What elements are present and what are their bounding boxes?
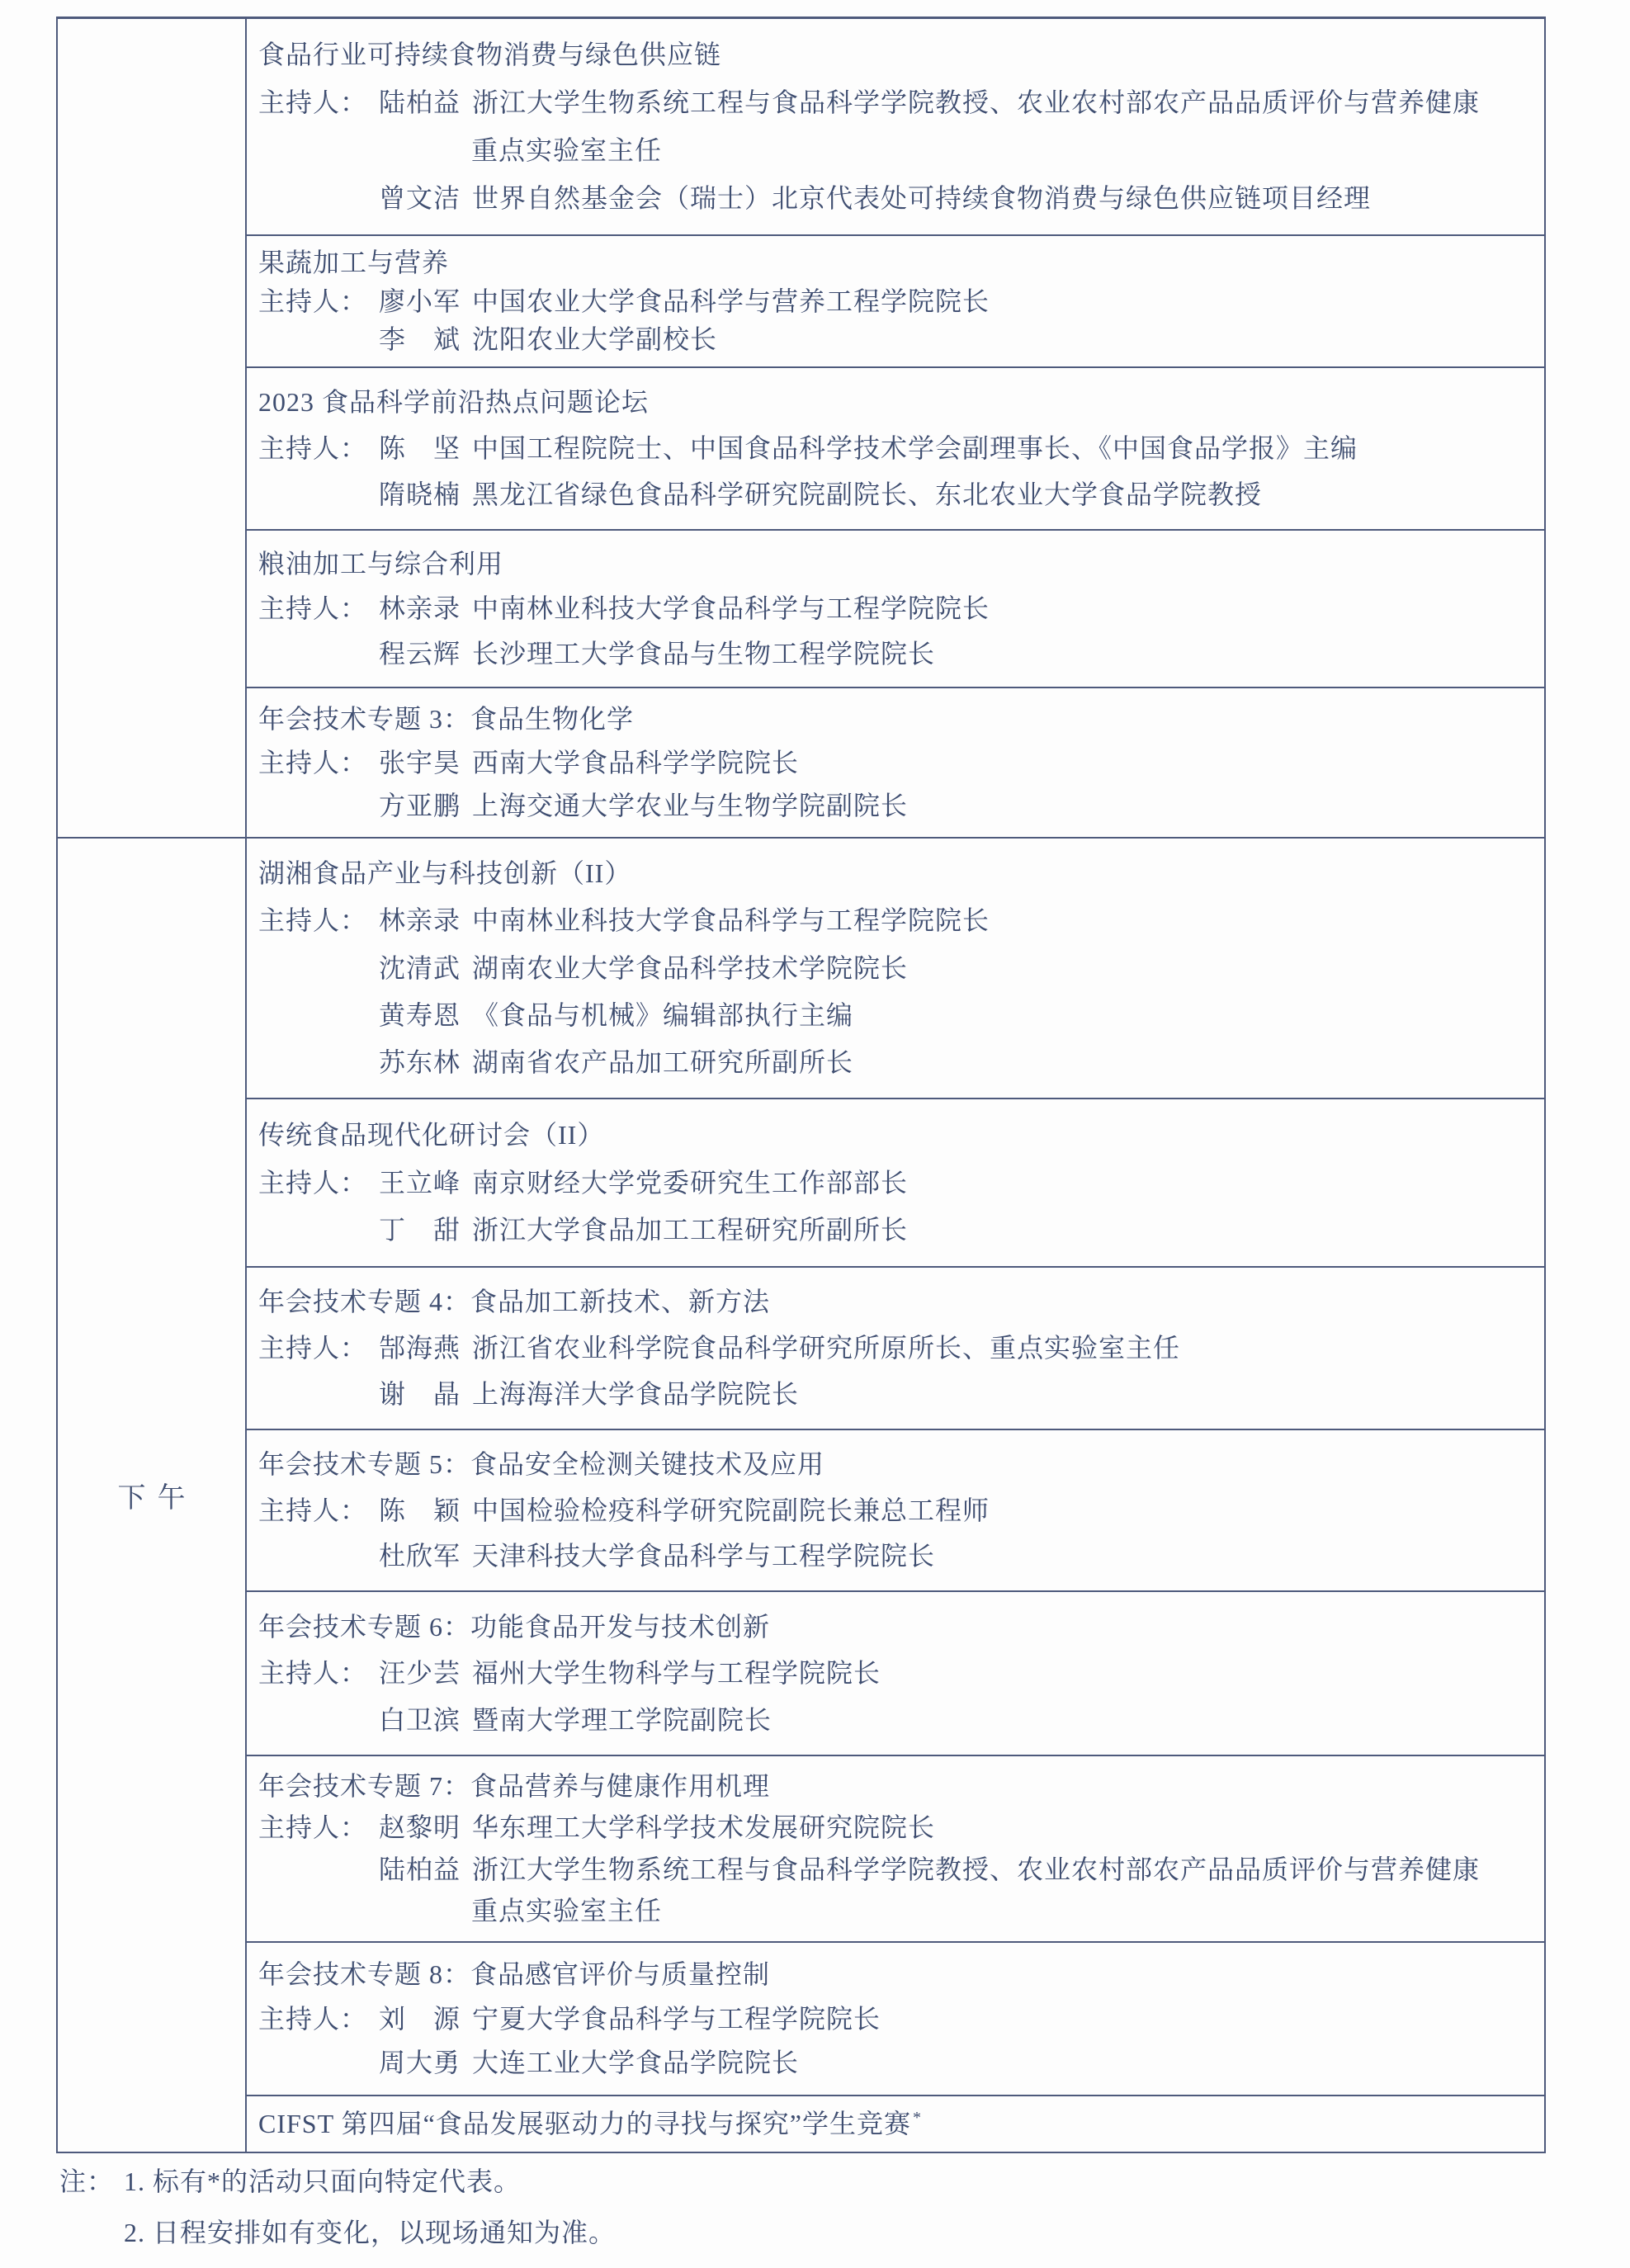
schedule-row-morning (58, 19, 1544, 839)
session-title: 食品行业可持续食物消费与绿色供应链 (258, 40, 722, 70)
session-title: 果蔬加工与营养 (258, 247, 450, 277)
schedule-table (56, 17, 1546, 2153)
host-label: 主持人： (258, 593, 368, 624)
time-label: 下午 (117, 1483, 197, 1514)
host-affiliation: 《食品与机械》编辑部执行主编 (472, 999, 854, 1030)
host-affiliation: 中南林业科技大学食品科学与工程学院院长 (472, 905, 990, 936)
host-line (258, 1855, 1531, 1885)
host-name: 杜欣军 (379, 1541, 461, 1571)
host-affiliation: 中国工程院院士、中国食品科学技术学会副理事长、《中国食品学报》主编 (472, 433, 1358, 464)
host-affiliation: 浙江大学食品加工工程研究所副所长 (472, 1215, 909, 1245)
session-block (247, 236, 1544, 368)
host-name: 陈 坚 (379, 433, 461, 464)
host-affiliation: 长沙理工大学食品与生物工程学院院长 (472, 638, 936, 669)
session-block (247, 1099, 1544, 1268)
session-list-afternoon (247, 839, 1544, 2152)
footnotes (59, 2166, 616, 2249)
footnote-2 (59, 2217, 616, 2248)
host-line (258, 1379, 1531, 1410)
host-affiliation: 福州大学生物科学与工程学院院长 (472, 1658, 881, 1689)
host-name: 沈清武 (379, 952, 461, 983)
session-title: 粮油加工与综合利用 (258, 548, 504, 579)
host-name: 刘 源 (379, 2003, 461, 2034)
host-line (258, 2004, 1531, 2034)
session-block (247, 368, 1544, 531)
session-title: 年会技术专题 3：食品生物化学 (258, 704, 635, 735)
host-line (258, 286, 1531, 317)
session-block (247, 1430, 1544, 1592)
host-line (258, 433, 1531, 464)
host-name: 隋晓楠 (379, 480, 461, 510)
host-affiliation: 宁夏大学食品科学与工程学院院长 (472, 2003, 881, 2034)
host-affiliation: 中国农业大学食品科学与营养工程学院院长 (472, 286, 990, 316)
host-line (258, 905, 1531, 936)
host-name: 方亚鹏 (379, 790, 461, 820)
host-affiliation: 黑龙江省绿色食品科学研究院副院长、东北农业大学食品学院教授 (472, 480, 1263, 510)
host-name: 黄寿恩 (379, 999, 461, 1030)
asterisk-marker: * (912, 2109, 922, 2128)
footnote-prefix: 注： (59, 2166, 115, 2196)
host-name: 白卫滨 (379, 1704, 461, 1735)
host-affiliation: 沈阳农业大学副校长 (472, 324, 718, 355)
host-name: 苏东林 (379, 1047, 461, 1077)
host-name: 汪少芸 (379, 1658, 461, 1689)
session-title: 2023 食品科学前沿热点问题论坛 (258, 387, 650, 418)
host-line (258, 2048, 1531, 2078)
footnote-1-text: 1. 标有*的活动只面向特定代表。 (124, 2166, 522, 2196)
session-block (247, 1268, 1544, 1430)
host-line (258, 1705, 1531, 1736)
session-title: CIFST 第四届“食品发展驱动力的寻找与探究”学生竞赛 * (258, 2109, 922, 2139)
host-line (258, 639, 1531, 669)
host-name: 谢 晶 (379, 1379, 461, 1410)
session-title: 年会技术专题 8：食品感官评价与质量控制 (258, 1959, 771, 1990)
host-label: 主持人： (258, 2003, 368, 2034)
time-cell-afternoon (58, 839, 247, 2152)
host-line (258, 1168, 1531, 1198)
session-title: 湖湘食品产业与科技创新（II） (258, 858, 632, 889)
host-name: 陆柏益 (379, 87, 461, 118)
host-line (258, 791, 1531, 821)
host-line (258, 593, 1531, 624)
host-line (258, 1333, 1531, 1363)
session-title: 年会技术专题 4：食品加工新技术、新方法 (258, 1287, 771, 1317)
host-affiliation: 浙江大学生物系统工程与食品科学学院教授、农业农村部农产品品质评价与营养健康 (472, 87, 1481, 118)
host-label: 主持人： (258, 286, 368, 316)
host-name: 李 斌 (379, 324, 461, 355)
affiliation-continuation: 重点实验室主任 (471, 1896, 663, 1926)
session-title: 年会技术专题 5：食品安全检测关键技术及应用 (258, 1448, 825, 1479)
host-label: 主持人： (258, 433, 368, 464)
host-name: 曾文洁 (379, 183, 461, 214)
host-affiliation: 大连工业大学食品学院院长 (472, 2047, 800, 2077)
session-title: 年会技术专题 7：食品营养与健康作用机理 (258, 1770, 771, 1801)
time-cell-empty (58, 19, 247, 837)
host-line (258, 1215, 1531, 1245)
session-title: 年会技术专题 6：功能食品开发与技术创新 (258, 1611, 771, 1642)
host-affiliation: 中南林业科技大学食品科学与工程学院院长 (472, 593, 990, 624)
footnote-1 (59, 2166, 616, 2197)
host-name: 林亲录 (379, 905, 461, 936)
host-name: 程云辉 (379, 638, 461, 669)
host-line (258, 1812, 1531, 1843)
host-name: 周大勇 (379, 2047, 461, 2077)
host-line (258, 1658, 1531, 1689)
host-name: 陆柏益 (379, 1854, 461, 1884)
host-label: 主持人： (258, 1658, 368, 1689)
session-block (247, 2096, 1544, 2152)
host-line (258, 1000, 1531, 1031)
session-list-morning (247, 19, 1544, 837)
host-label: 主持人： (258, 747, 368, 777)
host-name: 张宇昊 (379, 747, 461, 777)
host-name: 赵黎明 (379, 1812, 461, 1843)
host-name: 廖小军 (379, 286, 461, 316)
host-line (258, 1047, 1531, 1078)
host-affiliation: 天津科技大学食品科学与工程学院院长 (472, 1541, 936, 1571)
host-label: 主持人： (258, 1333, 368, 1363)
host-line (258, 1541, 1531, 1571)
session-title: 传统食品现代化研讨会（II） (258, 1119, 605, 1150)
host-affiliation: 湖南省农产品加工研究所副所长 (472, 1047, 854, 1077)
host-name: 郜海燕 (379, 1333, 461, 1363)
host-affiliation: 南京财经大学党委研究生工作部部长 (472, 1167, 909, 1198)
session-block (247, 839, 1544, 1099)
host-affiliation: 上海海洋大学食品学院院长 (472, 1379, 800, 1410)
host-line (258, 324, 1531, 355)
host-affiliation: 华东理工大学科学技术发展研究院院长 (472, 1812, 936, 1843)
host-affiliation: 世界自然基金会（瑞士）北京代表处可持续食物消费与绿色供应链项目经理 (472, 183, 1372, 214)
host-affiliation: 上海交通大学农业与生物学院副院长 (472, 790, 909, 820)
host-label: 主持人： (258, 905, 368, 936)
footnote-2-text: 2. 日程安排如有变化，以现场通知为准。 (124, 2218, 617, 2248)
host-affiliation: 湖南农业大学食品科学技术学院院长 (472, 952, 909, 983)
host-label: 主持人： (258, 1167, 368, 1198)
host-label: 主持人： (258, 1812, 368, 1843)
host-label: 主持人： (258, 87, 368, 118)
host-affiliation: 中国检验检疫科学研究院副院长兼总工程师 (472, 1495, 990, 1525)
session-block (247, 531, 1544, 688)
session-block (247, 1592, 1544, 1756)
host-label: 主持人： (258, 1495, 368, 1525)
host-affiliation: 浙江省农业科学院食品科学研究所原所长、重点实验室主任 (472, 1333, 1181, 1363)
host-line (258, 953, 1531, 984)
affiliation-continuation: 重点实验室主任 (471, 135, 663, 166)
host-name: 王立峰 (379, 1167, 461, 1198)
session-block (247, 688, 1544, 837)
host-line (258, 87, 1531, 118)
host-name: 丁 甜 (379, 1215, 461, 1245)
session-block (247, 1943, 1544, 2096)
host-line (258, 183, 1531, 214)
host-affiliation: 暨南大学理工学院副院长 (472, 1704, 772, 1735)
host-name: 陈 颖 (379, 1495, 461, 1525)
session-block (247, 1756, 1544, 1943)
host-affiliation: 西南大学食品科学学院院长 (472, 747, 800, 777)
host-line (258, 1495, 1531, 1526)
host-line (258, 480, 1531, 510)
schedule-row-afternoon (58, 839, 1544, 2152)
host-affiliation: 浙江大学生物系统工程与食品科学学院教授、农业农村部农产品品质评价与营养健康 (472, 1854, 1481, 1884)
host-name: 林亲录 (379, 593, 461, 624)
host-line (258, 748, 1531, 778)
session-block (247, 19, 1544, 236)
